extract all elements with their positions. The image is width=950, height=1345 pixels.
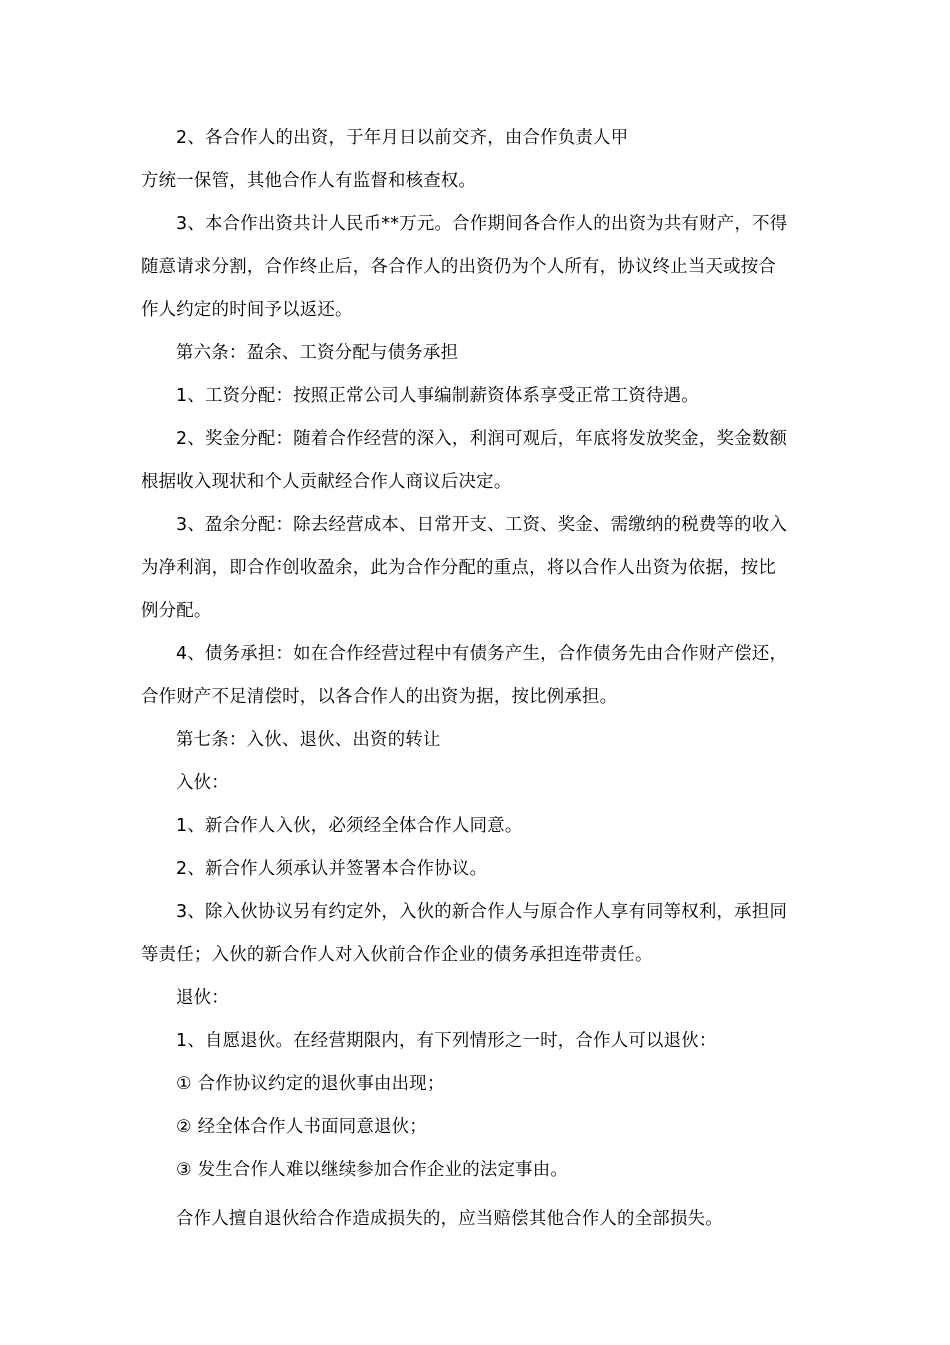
paragraph-line: 等责任；入伙的新合作人对入伙前合作企业的债务承担连带责任。 <box>141 945 653 965</box>
list-item: ③ 发生合作人难以继续参加合作企业的法定事由。 <box>176 1160 569 1180</box>
list-item: ① 合作协议约定的退伙事由出现； <box>176 1074 445 1094</box>
paragraph-line: 1、新合作人入伙，必须经全体合作人同意。 <box>176 816 523 836</box>
paragraph-line: 3、除入伙协议另有约定外，入伙的新合作人与原合作人享有同等权利，承担同 <box>176 902 788 922</box>
subheading: 退伙： <box>176 988 229 1008</box>
paragraph-line: 1、工资分配：按照正常公司人事编制薪资体系享受正常工资待遇。 <box>176 386 699 406</box>
list-item: ② 经全体合作人书面同意退伙； <box>176 1117 427 1137</box>
paragraph-line: 合作人擅自退伙给合作造成损失的，应当赔偿其他合作人的全部损失。 <box>176 1209 723 1229</box>
subheading: 入伙： <box>176 773 229 793</box>
paragraph-line: 例分配。 <box>141 601 212 621</box>
paragraph-line: 3、本合作出资共计人民币**万元。合作期间各合作人的出资为共有财产，不得 <box>176 214 788 234</box>
paragraph-line: 1、自愿退伙。在经营期限内，有下列情形之一时，合作人可以退伙： <box>176 1031 717 1051</box>
section-heading: 第六条：盈余、工资分配与债务承担 <box>176 343 459 363</box>
paragraph-line: 2、新合作人须承认并签署本合作协议。 <box>176 859 488 879</box>
paragraph-line: 方统一保管，其他合作人有监督和核查权。 <box>141 171 477 191</box>
paragraph-line: 随意请求分割，合作终止后，各合作人的出资仍为个人所有，协议终止当天或按合 <box>141 257 777 277</box>
paragraph-line: 2、各合作人的出资，于年月日以前交齐，由合作负责人甲 <box>176 128 629 148</box>
paragraph-line: 3、盈余分配：除去经营成本、日常开支、工资、奖金、需缴纳的税费等的收入 <box>176 515 788 535</box>
paragraph-line: 4、债务承担：如在合作经营过程中有债务产生，合作债务先由合作财产偿还， <box>176 644 788 664</box>
paragraph-line: 2、奖金分配：随着合作经营的深入，利润可观后，年底将发放奖金，奖金数额 <box>176 429 788 449</box>
paragraph-line: 根据收入现状和个人贡献经合作人商议后决定。 <box>141 472 512 492</box>
paragraph-line: 为净利润，即合作创收盈余，此为合作分配的重点，将以合作人出资为依据，按比 <box>141 558 777 578</box>
section-heading: 第七条：入伙、退伙、出资的转让 <box>176 730 441 750</box>
paragraph-line: 合作财产不足清偿时，以各合作人的出资为据，按比例承担。 <box>141 687 618 707</box>
paragraph-line: 作人约定的时间予以返还。 <box>141 300 353 320</box>
